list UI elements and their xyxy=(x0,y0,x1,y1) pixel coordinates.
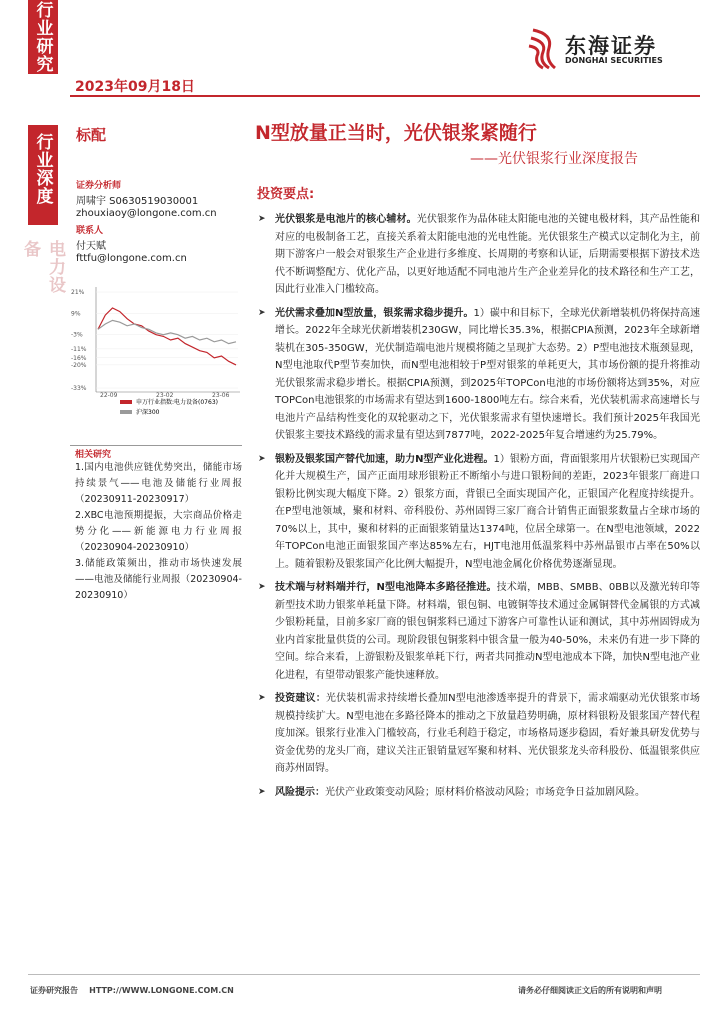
report-subtitle: ——光伏银浆行业深度报告 xyxy=(470,151,638,167)
y-tick-label: -11% xyxy=(71,345,87,353)
header-divider xyxy=(70,95,700,97)
highlight-item xyxy=(255,579,700,684)
highlight-text: 1）银粉方面，背面银浆用片状银粉已实现国产化并大规模生产，国产正面用球形银粉正不断缩小与进口银粉间的差距，2023年银浆厂商进口银粉比例实现大幅度下降。2）银浆方面，背银已全面实现国产化，正银国产化程度持续提升。在P型电池领域，聚和材料、帝科股份、苏州固锝三家厂商合计销售正面银浆数量占全球市场的70%以上，其中，聚和材料的正面银浆销量达1374吨，位居全球第一。在N型电池领域，2022年TOPCon电池正面银浆国产率达85%左右，HJT电池用低温浆料中苏州晶银市占率在50%以上。随着银粉及银浆国产化比例大幅提升，N型电池金属化价格优势逐渐显现。 xyxy=(275,453,700,570)
logo-english: DONGHAI SECURITIES xyxy=(565,56,663,65)
logo-icon xyxy=(527,26,559,70)
highlight-lead: 光伏需求叠加N型放量，银浆需求稳步提升。 xyxy=(275,307,474,319)
highlight-text: 技术端，MBB、SMBB、0BB以及激光转印等新型技术助力银浆单耗量下降。材料端，银包铜、电镀铜等技术通过金属铜替代金属银的方式减少银粉耗量，目前多家厂商的银包铜浆料已通过下游客户可靠性认证和测试，其中苏州固锝成为业内首家批量供货的公司。现阶段银包铜浆料中银含量一般为40-50%，未来仍有进一步下降的空间。综合来看，上游银粉及银浆单耗下行，两者共同推动N型电池成本下降，加快N型电池产业化进程，有望带动银浆产能快速释放。 xyxy=(275,582,700,681)
bullet-arrow-icon: ➤ xyxy=(258,582,266,592)
sidebar-tab3-label: 电力设备 xyxy=(20,240,65,294)
highlight-lead: 投资建议： xyxy=(275,693,326,704)
highlight-text: 光伏装机需求持续增长叠加N型电池渗透率提升的背景下，需求端驱动光伏银浆市场规模持续扩大。N型电池在多路径降本的推动之下放量趋势明确，原材料银粉及银浆国产替代程度加深。银浆行业准入门槛较高，行业毛利趋于稳定，市场格局逐步稳固，看好兼具研发优势与资金优势的龙头厂商，建议关注正银销量冠军聚和材料、光伏银浆龙头帝科股份、低温银浆供应商苏州固锝。 xyxy=(275,693,701,774)
related-list xyxy=(75,460,242,604)
highlight-item xyxy=(255,690,700,778)
bullet-arrow-icon: ➤ xyxy=(258,453,266,464)
highlight-text: 1）碳中和目标下，全球光伏新增装机仍将保持高速增长。2022年全球光伏新增装机230GW，同比增长35.3%，根据CPIA预测，2023年全球新增装机在305-350GW，光伏制造端电池片规模将随之呈现扩大态势。2）P型电池技术瓶颈显现，N型电池取代P型节奏加快，而N型电池相较于P型对银浆的单耗更大，其市场份额的提升将推动光伏银浆需求稳步增长。根据CPIA预测，到2025年TOPCon电池的市场份额将达到35%，对应TOPCon电池银浆的市场需求有望达到1600-1800吨左右。综合来看，光伏装机需求高速增长与电池片产品结构性变化的双轮驱动之下，光伏银浆需求有望快速增长。我们预计2025年我国光伏银浆主要技术路线的需求量有望达到7877吨，2022-2025年复合增速约为25.79%。 xyxy=(275,307,700,441)
contact-label: 联系人 xyxy=(76,226,104,236)
legend-swatch-hs300 xyxy=(120,410,132,414)
bullet-arrow-icon: ➤ xyxy=(258,693,266,703)
related-item[interactable]: 1.国内电池供应链优势突出，储能市场持续景气——电池及储能行业周报（20230911-20230917） xyxy=(75,462,242,505)
chart-svg xyxy=(70,284,245,424)
contact-email: fttfu@longone.com.cn xyxy=(76,253,187,264)
legend-swatch-sector xyxy=(120,400,132,404)
sidebar-tab-industry-research xyxy=(28,0,58,74)
x-tick-label: 23-02 xyxy=(156,392,174,399)
related-title: 相关研究 xyxy=(75,450,112,460)
highlight-text: 光伏产业政策变动风险；原材料价格波动风险；市场竞争日益加剧风险。 xyxy=(325,786,645,798)
highlight-item xyxy=(255,784,700,802)
highlight-text: 光伏银浆作为晶体硅太阳能电池的关键电极材料，其产品性能和对应的电极制备工艺，直接关系着太阳能电池的光电性能。光伏银浆生产模式以定制化为主，前期下游客户一般会对银浆生产企业进行多维度、长周期的考察和认证，后期需要根据下游技术迭代不断调整配方、优化产品，以更好地适配不同电池片生产企业差异化的技术路径和生产工艺，因此行业准入门槛较高。 xyxy=(275,214,701,295)
x-tick-label: 23-06 xyxy=(212,392,230,399)
footer-website[interactable]: 证券研究报告 HTTP://WWW.LONGONE.COM.CN xyxy=(30,986,234,995)
related-item[interactable]: 3.储能政策频出，推动市场快速发展——电池及储能行业周报（20230904-20230910） xyxy=(75,558,242,601)
report-date: 2023年09月18日 xyxy=(75,79,195,95)
highlights-list xyxy=(255,211,700,807)
contact-name: 付天赋 xyxy=(76,241,106,252)
highlight-item xyxy=(255,451,700,574)
series-line-hs300 xyxy=(98,320,236,343)
series-line-sector xyxy=(98,308,236,365)
highlight-lead: 光伏银浆是电池片的核心辅材。 xyxy=(275,214,417,225)
analyst-label: 证券分析师 xyxy=(76,181,122,191)
x-tick-label: 22-09 xyxy=(100,392,118,399)
y-tick-label: 9% xyxy=(71,310,81,318)
bullet-arrow-icon: ➤ xyxy=(258,307,266,318)
analyst-name: 周啸宇 S0630519030001 xyxy=(76,196,199,207)
footer-disclaimer: 请务必仔细阅读正文后的所有说明和声明 xyxy=(518,986,662,995)
analyst-email: zhouxiaoy@longone.com.cn xyxy=(76,208,217,219)
y-tick-label: -3% xyxy=(71,331,83,339)
bullet-arrow-icon: ➤ xyxy=(258,786,266,797)
related-item[interactable]: 2.XBC电池预期提振，大宗商品价格走势分化——新能源电力行业周报（20230904-20230910） xyxy=(75,510,242,553)
logo-name: 东海证券 xyxy=(565,34,657,58)
legend-label-sector: 申万行业指数:电力设备(0763) xyxy=(136,399,218,406)
highlight-lead: 银粉及银浆国产替代加速，助力N型产业化进程。 xyxy=(275,453,494,465)
sidebar-tab-industry-depth xyxy=(28,125,58,225)
sidebar-tab2-label: 行业深度 xyxy=(32,133,53,205)
logo-mark xyxy=(527,26,559,74)
sidebar-tab1-label: 行业研究 xyxy=(32,1,53,73)
bullet-arrow-icon: ➤ xyxy=(258,214,266,224)
related-divider xyxy=(70,445,242,446)
highlights-title: 投资要点: xyxy=(257,187,315,202)
footer-divider xyxy=(28,974,700,975)
y-tick-label: -16% xyxy=(71,354,87,362)
highlight-item xyxy=(255,305,700,445)
report-title: N型放量正当时，光伏银浆紧随行 xyxy=(255,122,537,144)
index-chart xyxy=(70,284,245,428)
highlight-lead: 风险提示： xyxy=(275,786,325,798)
sidebar-tab-power-equipment xyxy=(20,226,65,306)
y-tick-label: -20% xyxy=(71,361,87,369)
y-tick-label: -33% xyxy=(71,385,87,392)
legend-label-hs300: 沪深300 xyxy=(136,409,160,416)
highlight-item xyxy=(255,211,700,299)
rating: 标配 xyxy=(76,126,107,144)
highlight-lead: 技术端与材料端并行，N型电池降本多路径推进。 xyxy=(275,582,497,593)
y-tick-label: 21% xyxy=(71,289,85,296)
